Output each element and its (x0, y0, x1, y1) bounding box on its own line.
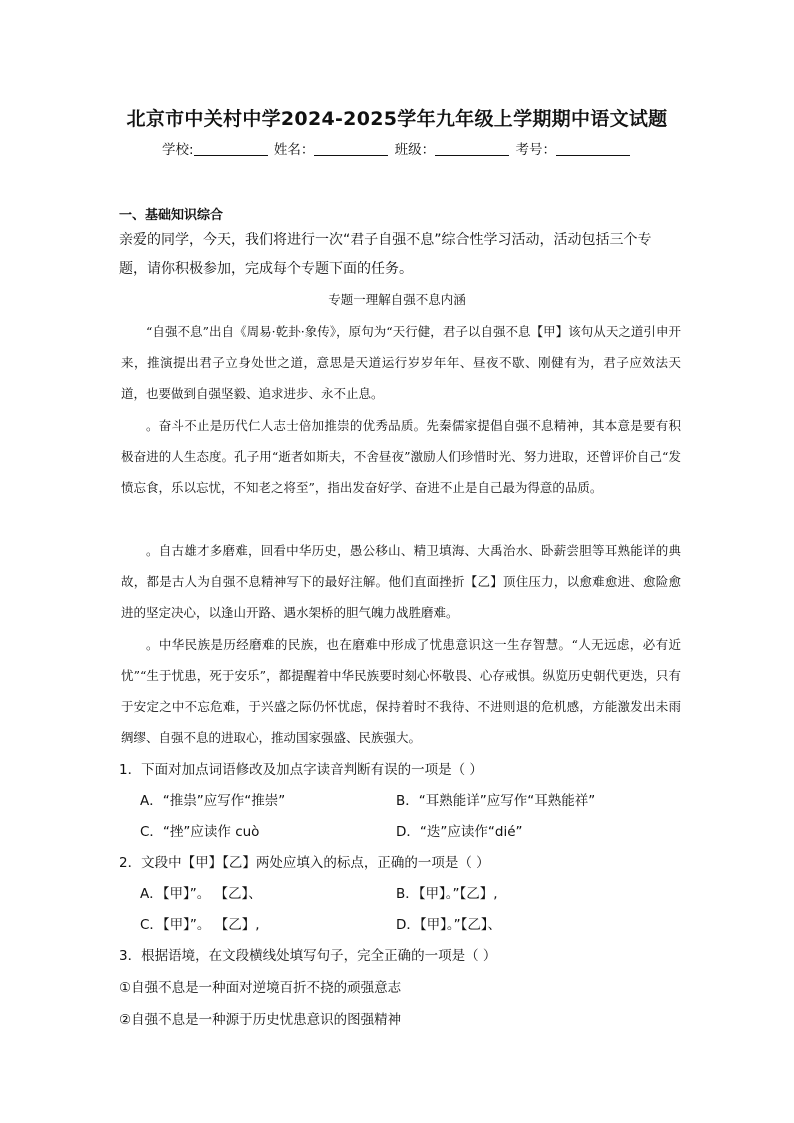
question-2-option-b[interactable]: B．【甲】。”【乙】, (396, 886, 498, 902)
question-3-statement-1: ①自强不息是一种面对逆境百折不挠的顽强意志 (119, 980, 402, 996)
student-info-line (0, 138, 794, 158)
question-1-option-b[interactable]: B．“耳熟能详”应写作“耳熟能祥” (396, 793, 596, 809)
question-3-stem: 3．根据语境，在文段横线处填写句子，完全正确的一项是（ ） (119, 948, 497, 964)
section-heading: 一、基础知识综合 (119, 208, 224, 223)
class-blank[interactable] (435, 141, 509, 156)
page-title: 北京市中关村中学2024-2025学年九年级上学期期中语文试题 (126, 108, 668, 130)
question-1-stem: 1．下面对加点词语修改及加点字读音判断有误的一项是（ ） (119, 762, 483, 778)
question-1-option-d[interactable]: D．“迭”应读作“dié” (396, 824, 523, 840)
passage-paragraph: “自强不息”出自《周易·乾卦·象传》，原句为“天行健，君子以自强不息【甲】该句从天之道引申开来，推演提出君子立身处世之道，意思是天道运行岁岁年年、昼夜不歇、刚健有为，君子应效法天道，也要做到自强坚毅、追求进步、永不止息。 (121, 324, 681, 401)
topic-title: 专题一理解自强不息内涵 (328, 292, 466, 307)
class-label: 班级： (394, 142, 436, 158)
name-blank[interactable] (314, 141, 388, 156)
question-2-stem: 2．文段中【甲】【乙】两处应填入的标点，正确的一项是（ ） (119, 855, 490, 871)
question-2-option-d[interactable]: D．【甲】。”【乙】、 (396, 917, 502, 933)
question-2-option-c[interactable]: C．【甲】”。 【乙】, (140, 917, 260, 933)
passage-paragraph: 。奋斗不止是历代仁人志士倍加推崇的优秀品质。先秦儒家提倡自强不息精神，其本意是要有积极奋进的人生态度。孔子用“逝者如斯夫，不舍昼夜”激励人们珍惜时光、努力进取，还曾评价自己“发愤忘食，乐以忘忧，不知老之将至”，指出发奋好学、奋进不止是自己最为得意的品质。 (121, 418, 681, 495)
name-label: 姓名： (273, 142, 315, 158)
school-label: 学校: (162, 142, 194, 158)
school-blank[interactable] (194, 141, 268, 156)
question-3-statement-2: ②自强不息是一种源于历史忧患意识的图强精神 (119, 1012, 402, 1028)
passage-paragraph: 。中华民族是历经磨难的民族，也在磨难中形成了忧患意识这一生存智慧。“人无远虑，必有近忧”“生于忧患，死于安乐”，都提醒着中华民族要时刻心怀敬畏、心存戒惧。纵览历史朝代更迭，只有于安定之中不忘危难，于兴盛之际仍怀忧虑，保持着时不我待、不进则退的危机感，方能激发出未雨绸缪、自强不息的进取心，推动国家强盛、民族强大。 (121, 637, 681, 745)
section-intro: 亲爱的同学，今天，我们将进行一次“君子自强不息”综合性学习活动，活动包括三个专题，请你积极参加，完成每个专题下面的任务。 (119, 232, 652, 277)
question-1-option-a[interactable]: A．“推祟”应写作“推崇” (140, 793, 286, 809)
exam-no-blank[interactable] (556, 141, 630, 156)
exam-no-label: 考号： (515, 142, 556, 158)
question-2-option-a[interactable]: A．【甲】”。 【乙】、 (140, 886, 262, 902)
passage-paragraph: 。自古雄才多磨难，回看中华历史，愚公移山、精卫填海、大禹治水、卧薪尝胆等耳熟能详的典故，都是古人为自强不息精神写下的最好注解。他们直面挫折【乙】顶住压力，以愈难愈进、愈险愈进的坚定决心，以逢山开路、遇水架桥的胆气魄力战胜磨难。 (121, 543, 681, 620)
question-1-option-c[interactable]: C．“挫”应读作 cuò (140, 824, 260, 840)
